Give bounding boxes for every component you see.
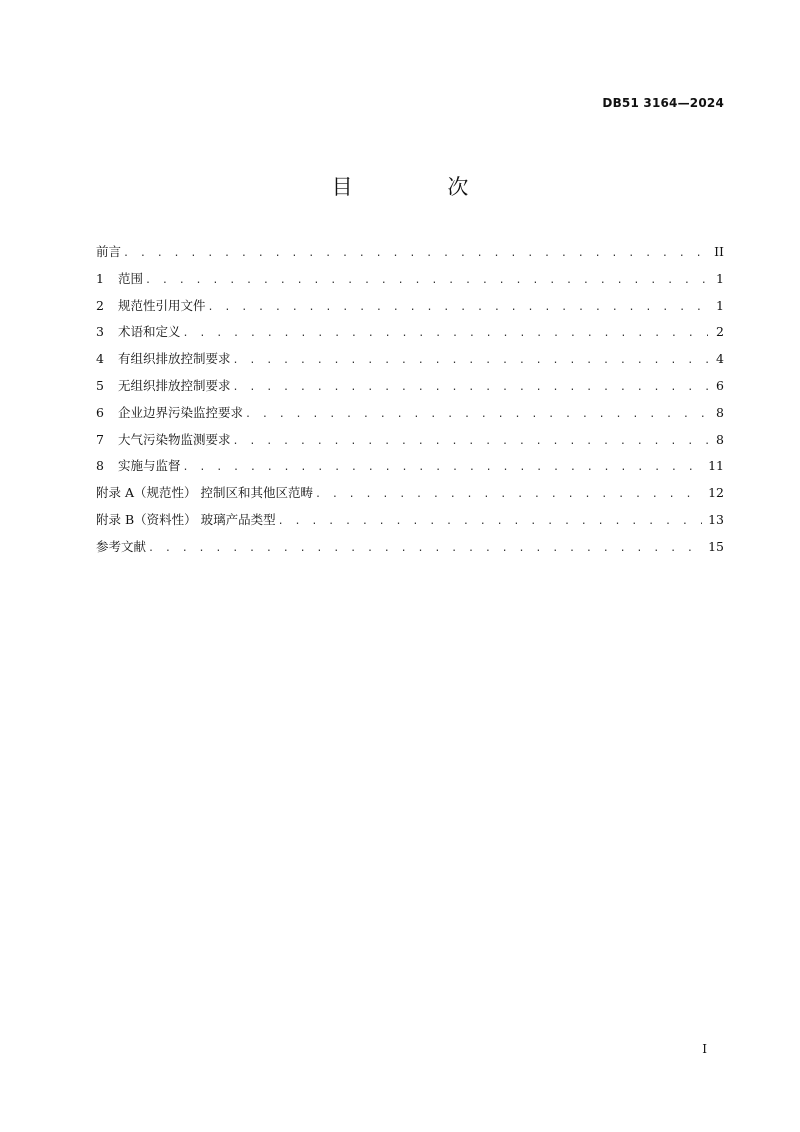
toc-entry-label: 附录 A（规范性） 控制区和其他区范畴 (96, 485, 313, 501)
toc-entry-page: 13 (708, 511, 724, 527)
toc-entry-number: 7 (96, 431, 104, 447)
toc-dot-leader (233, 379, 708, 397)
toc-entry-label: 术语和定义 (118, 324, 181, 340)
toc-entry-page: 6 (716, 377, 724, 393)
toc-dot-leader (148, 540, 702, 558)
toc-entry-boundary-monitoring[interactable] (96, 404, 724, 431)
toc-dot-leader (123, 245, 708, 263)
toc-entry-label: 前言 (96, 244, 122, 259)
toc-entry-number: 5 (96, 377, 104, 393)
toc-dot-leader (183, 459, 703, 477)
toc-entry-label: 参考文献 (96, 538, 147, 554)
toc-entry-scope[interactable] (96, 270, 724, 297)
toc-entry-page: II (714, 244, 724, 259)
toc-dot-leader (233, 352, 708, 370)
toc-entry-appendix-b[interactable] (96, 511, 724, 538)
toc-entry-page: 8 (716, 431, 724, 447)
toc-entry-appendix-a[interactable] (96, 484, 724, 511)
document-code: DB51 3164—2024 (602, 96, 724, 110)
toc-entry-label: 企业边界污染监控要求 (118, 404, 244, 420)
toc-entry-page: 1 (716, 297, 724, 313)
toc-entry-page: 8 (716, 404, 724, 420)
toc-dot-leader (315, 486, 702, 504)
toc-entry-label: 无组织排放控制要求 (118, 377, 231, 393)
toc-entry-unorganized-emission[interactable] (96, 377, 724, 404)
toc-entry-foreword[interactable] (96, 243, 724, 270)
toc-entry-page: 12 (708, 485, 724, 501)
toc-entry-number: 4 (96, 351, 104, 367)
toc-dot-leader (233, 433, 708, 451)
toc-entry-page: 1 (716, 270, 724, 286)
toc-dot-leader (208, 299, 708, 317)
toc-entry-bibliography[interactable] (96, 538, 724, 565)
toc-entry-page: 4 (716, 351, 724, 367)
toc-entry-page: 11 (708, 458, 724, 474)
table-of-contents (96, 243, 724, 565)
toc-entry-implementation[interactable] (96, 457, 724, 484)
toc-entry-label: 规范性引用文件 (118, 297, 206, 313)
toc-entry-number: 6 (96, 404, 104, 420)
toc-entry-number: 3 (96, 324, 104, 340)
toc-dot-leader (183, 325, 708, 343)
toc-entry-label: 范围 (118, 270, 144, 286)
toc-entry-label: 大气污染物监测要求 (118, 431, 231, 447)
toc-entry-organized-emission[interactable] (96, 350, 724, 377)
toc-entry-page: 15 (708, 538, 724, 554)
toc-entry-terms-definitions[interactable] (96, 323, 724, 350)
toc-entry-normative-references[interactable] (96, 297, 724, 324)
toc-entry-label: 有组织排放控制要求 (118, 351, 231, 367)
toc-entry-number: 8 (96, 458, 104, 474)
toc-entry-label: 附录 B（资料性） 玻璃产品类型 (96, 511, 276, 527)
toc-entry-number: 2 (96, 297, 104, 313)
toc-entry-pollutant-monitoring[interactable] (96, 431, 724, 458)
toc-dot-leader (145, 272, 708, 290)
page-number: I (702, 1042, 707, 1056)
toc-entry-number: 1 (96, 270, 104, 286)
toc-title: 目 次 (331, 175, 513, 199)
toc-entry-label: 实施与监督 (118, 458, 181, 474)
toc-entry-page: 2 (716, 324, 724, 340)
toc-dot-leader (245, 406, 708, 424)
toc-dot-leader (278, 513, 702, 531)
